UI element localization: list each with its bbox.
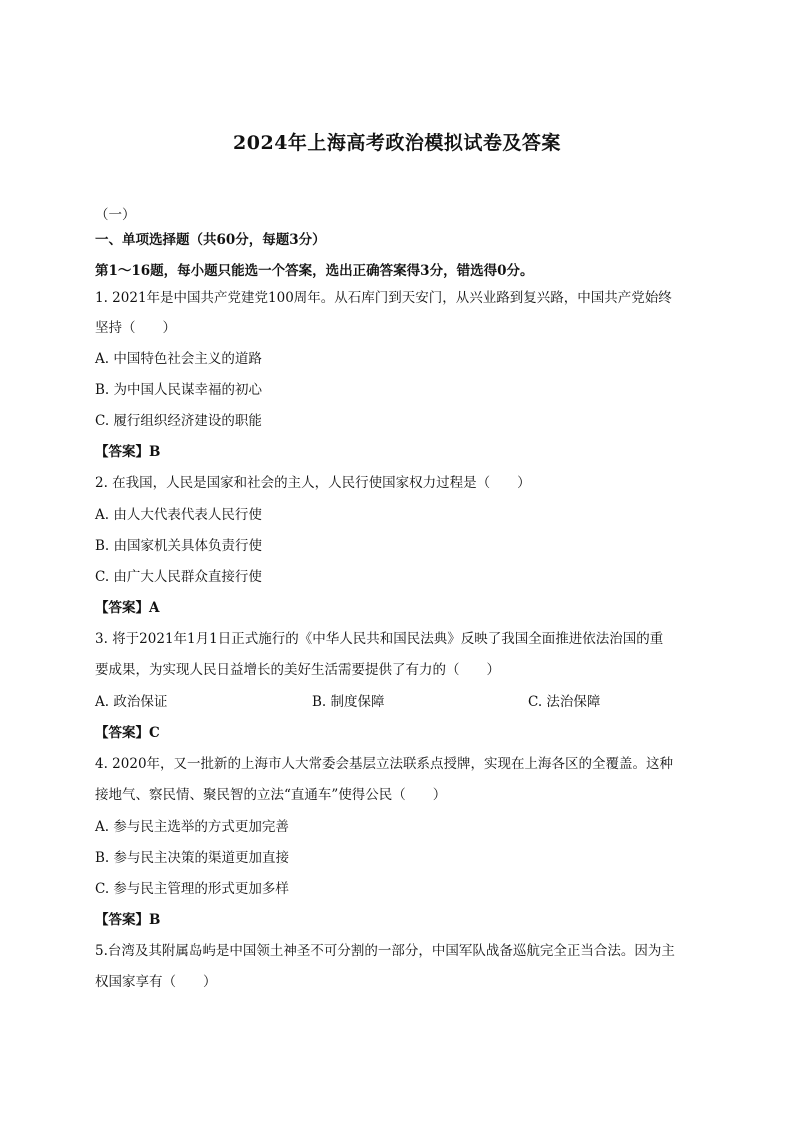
question-4-stem-line-1: 4. 2020年，又一批新的上海市人大常委会基层立法联系点授牌，实现在上海各区的全覆盖。这种: [95, 756, 674, 772]
question-1-stem-line-1: 1. 2021年是中国共产党建党100周年。从石库门到天安门，从兴业路到复兴路，中国共产党始终: [95, 290, 672, 306]
section-part-label: （一）: [95, 207, 136, 223]
question-3-option-c: C. 法治保障: [528, 694, 601, 710]
section-heading: 一、单项选择题（共60分，每题3分）: [95, 232, 326, 248]
question-3-option-b: B. 制度保障: [312, 694, 385, 710]
question-3-answer: 【答案】C: [95, 725, 160, 741]
question-2-option-b: B. 由国家机关具体负责行使: [95, 538, 263, 554]
question-2-option-a: A. 由人大代表代表人民行使: [95, 507, 262, 523]
question-4-option-a: A. 参与民主选举的方式更加完善: [95, 819, 289, 835]
question-1-answer: 【答案】B: [95, 444, 161, 460]
question-5-stem-line-2: 权国家享有（ ）: [95, 974, 217, 990]
question-2-option-c: C. 由广大人民群众直接行使: [95, 569, 262, 585]
question-2-answer: 【答案】A: [95, 600, 160, 616]
question-1-option-a: A. 中国特色社会主义的道路: [95, 351, 262, 367]
question-1-option-c: C. 履行组织经济建设的职能: [95, 413, 262, 429]
question-5-stem-line-1: 5.台湾及其附属岛屿是中国领土神圣不可分割的一部分，中国军队战备巡航完全正当合法。因为主: [95, 943, 675, 959]
question-1-option-b: B. 为中国人民谋幸福的初心: [95, 382, 263, 398]
question-3-stem-line-1: 3. 将于2021年1月1日正式施行的《中华人民共和国民法典》反映了我国全面推进依法治国的重: [95, 631, 664, 647]
question-4-stem-line-2: 接地气、察民情、聚民智的立法“直通车”使得公民（ ）: [95, 787, 447, 803]
instruction-text: 第1～16题，每小题只能选一个答案，选出正确答案得3分，错选得0分。: [95, 263, 534, 279]
question-4-answer: 【答案】B: [95, 912, 161, 928]
question-3-stem-line-2: 要成果，为实现人民日益增长的美好生活需要提供了有力的（ ）: [95, 662, 500, 678]
question-2-stem-line-1: 2. 在我国，人民是国家和社会的主人，人民行使国家权力过程是（ ）: [95, 475, 531, 491]
question-4-option-b: B. 参与民主决策的渠道更加直接: [95, 850, 290, 866]
document-title: 2024年上海高考政治模拟试卷及答案: [233, 132, 561, 154]
question-4-option-c: C. 参与民主管理的形式更加多样: [95, 881, 289, 897]
question-3-option-a: A. 政治保证: [95, 694, 168, 710]
question-1-stem-line-2: 坚持（ ）: [95, 320, 176, 336]
